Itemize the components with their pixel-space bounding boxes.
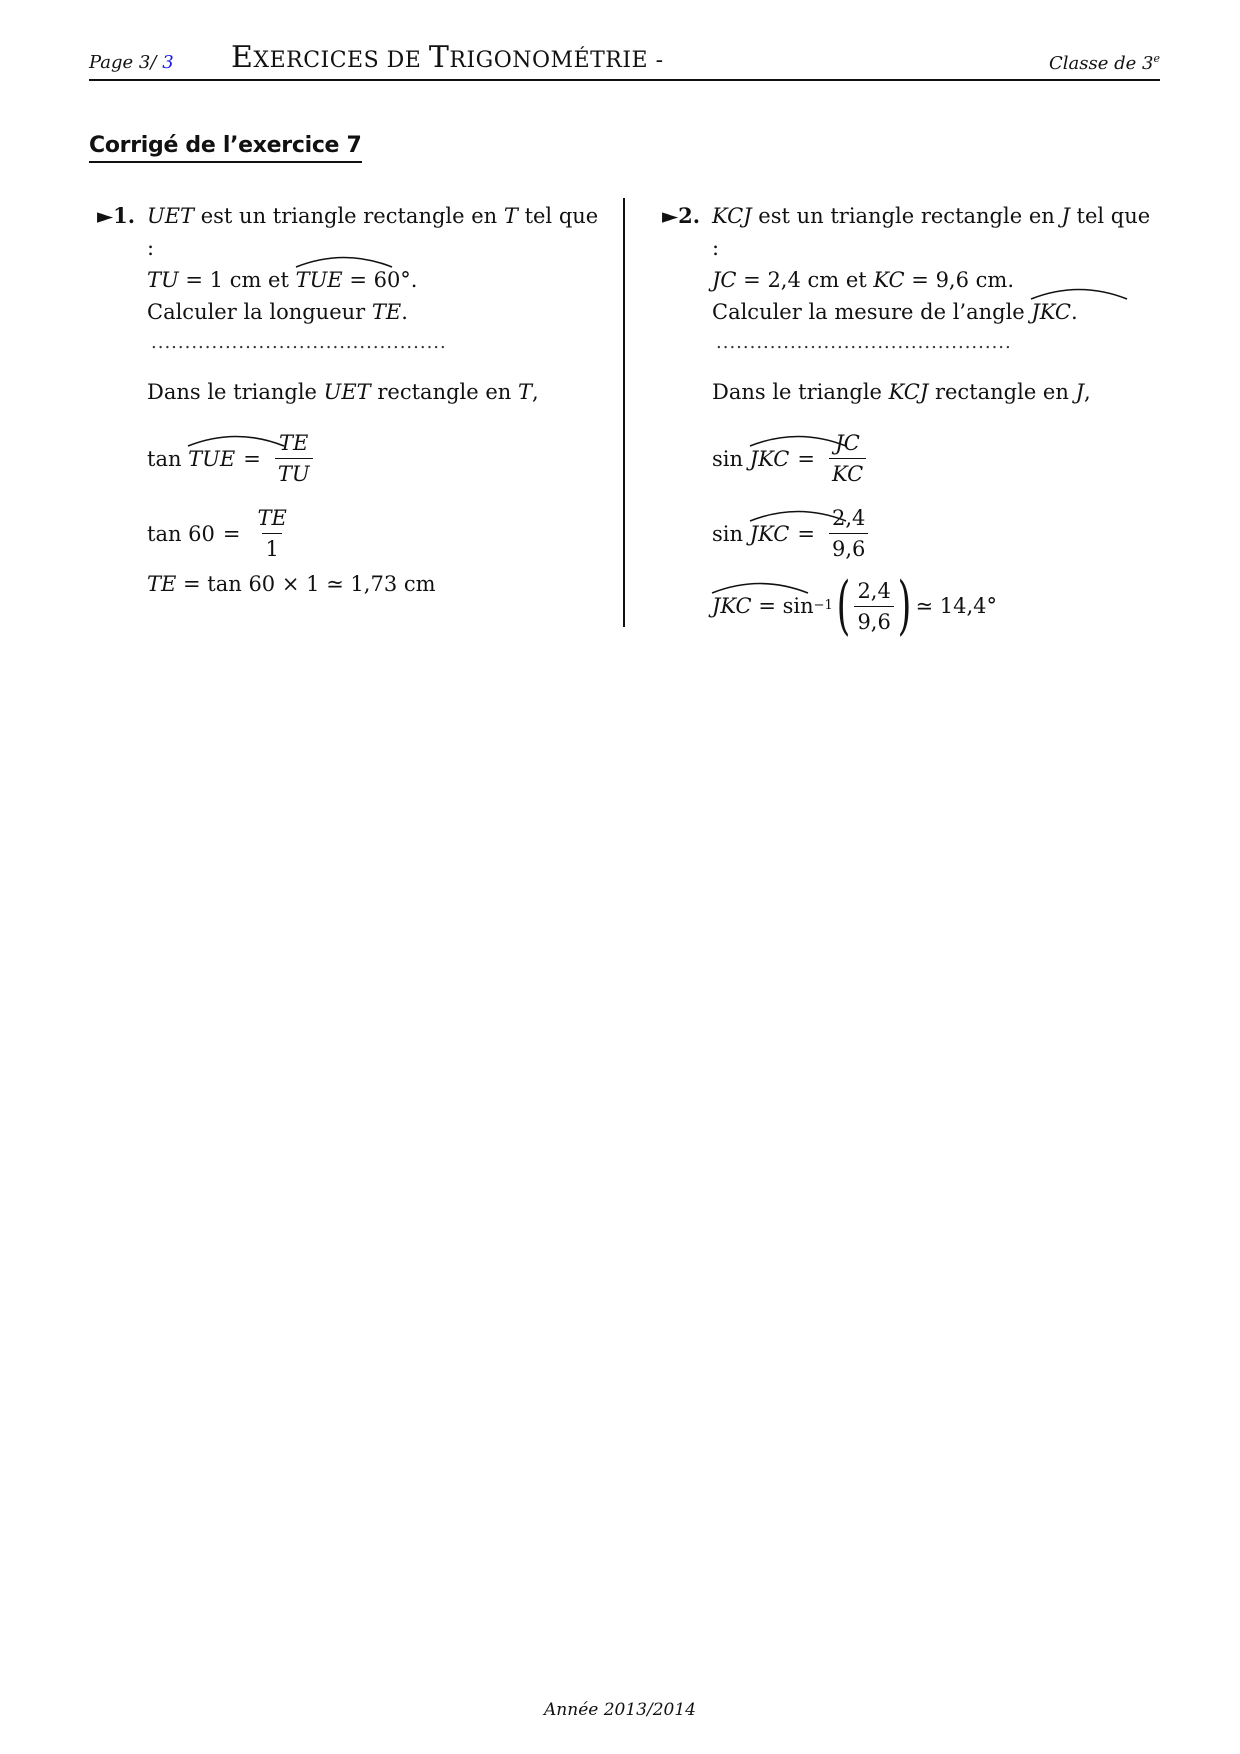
hat-icon — [748, 433, 848, 447]
equation-1 — [97, 428, 602, 489]
triangle-name: UET — [147, 204, 195, 228]
equation-lhs: tan 60 — [147, 521, 215, 546]
question-text: . — [401, 300, 408, 324]
dotted-separator: ............................................ — [716, 332, 1012, 353]
hat-icon — [1029, 286, 1129, 300]
solution-intro — [97, 376, 602, 408]
triangle-name: KCJ — [712, 204, 752, 228]
denominator: 9,6 — [854, 606, 893, 637]
equals-sign: = — [797, 446, 815, 471]
fraction — [854, 576, 893, 637]
equation-result: = tan 60 × 1 ≃ 1,73 cm — [176, 572, 436, 596]
intro-triangle: UET — [323, 380, 371, 404]
angle-hat — [750, 443, 790, 475]
fraction — [255, 503, 290, 564]
exercise-1-question — [97, 296, 602, 328]
intro-vertex: J — [1075, 380, 1084, 404]
column-divider — [623, 198, 625, 627]
solution-intro — [662, 376, 1162, 408]
hat-icon — [294, 254, 394, 268]
intro-text: rectangle en — [370, 380, 518, 404]
statement-text: est un triangle rectangle en — [751, 204, 1062, 228]
document-title — [231, 40, 664, 75]
angle-hat — [296, 264, 343, 296]
title-cap-1: E — [231, 40, 254, 75]
equation-angle: JKC — [749, 521, 790, 546]
question-text: . — [1071, 300, 1078, 324]
equation-result: ≃ 14,4° — [915, 594, 998, 618]
statement-text: tel que : — [712, 204, 1151, 260]
question-text: Calculer la longueur — [147, 300, 372, 324]
angle-hat — [750, 518, 790, 550]
given-text: = 1 cm et — [178, 268, 296, 292]
hat-icon — [186, 433, 286, 447]
right-angle-vertex: J — [1061, 204, 1070, 228]
class-text: Classe de 3 — [1049, 53, 1154, 74]
denominator: 1 — [262, 533, 281, 564]
question-text: Calculer la mesure de l’angle — [712, 300, 1032, 324]
function-name: sin — [712, 446, 744, 471]
equation-mid: = sin — [758, 594, 814, 618]
intro-text: , — [1083, 380, 1091, 404]
angle-hat — [1031, 296, 1071, 328]
intro-triangle: KCJ — [888, 380, 929, 404]
class-sup: e — [1153, 52, 1160, 65]
right-paren: ) — [897, 569, 912, 643]
function-name: tan — [147, 446, 182, 471]
page-label: Page 3/ — [89, 52, 157, 73]
dotted-separator: ............................................ — [151, 332, 447, 353]
section-title: Corrigé de l’exercice 7 — [89, 133, 362, 163]
equals-sign: = — [797, 521, 815, 546]
page-header — [89, 38, 1160, 81]
left-paren: ( — [837, 569, 851, 643]
inverse-exponent: −1 — [813, 598, 833, 613]
given-text: = 9,6 cm. — [904, 268, 1014, 292]
question-side: TE — [371, 300, 402, 324]
exercise-2-bullet: ►2. — [662, 203, 701, 228]
exercise-1-given — [97, 264, 602, 296]
equation-angle: JKC — [749, 446, 790, 471]
title-rest-1: XERCICES DE — [253, 48, 429, 73]
right-angle-vertex: T — [503, 204, 518, 228]
statement-text: tel que : — [147, 204, 599, 260]
exercise-2-question — [662, 296, 1162, 328]
equals-sign: = — [222, 521, 241, 546]
equation-3 — [97, 568, 602, 600]
intro-vertex: T — [517, 380, 532, 404]
equals-sign: = — [243, 446, 261, 471]
equation-2 — [662, 503, 1162, 564]
numerator: TE — [257, 506, 287, 530]
page-current-link[interactable]: 3 — [162, 52, 174, 73]
footer-year: Année 2013/2014 — [544, 1700, 696, 1720]
equation-3 — [662, 569, 1162, 643]
title-rest-2: RIGONOMÉTRIE - — [449, 48, 664, 73]
equation-1 — [662, 428, 1162, 489]
given-side: JC — [712, 268, 737, 292]
exercise-2 — [662, 200, 1162, 643]
hat-icon — [710, 580, 810, 594]
title-cap-2: T — [428, 40, 450, 75]
angle-hat — [712, 590, 752, 622]
intro-text: rectangle en — [928, 380, 1076, 404]
hat-icon — [748, 508, 848, 522]
equation-angle: TUE — [188, 446, 236, 471]
given-angle: TUE — [295, 268, 343, 292]
denominator: KC — [829, 458, 866, 489]
numerator: TE — [279, 431, 309, 455]
angle-hat — [188, 443, 235, 475]
given-text: = 60°. — [342, 268, 418, 292]
statement-text: est un triangle rectangle en — [194, 204, 504, 228]
intro-text: Dans le triangle — [712, 380, 889, 404]
class-level — [1049, 52, 1160, 74]
numerator: 2,4 — [831, 506, 866, 530]
given-side: KC — [873, 268, 905, 292]
exercise-1-bullet: ►1. — [97, 203, 136, 228]
page-number — [89, 52, 174, 73]
denominator: TU — [275, 458, 313, 489]
equation-angle: JKC — [712, 594, 752, 618]
question-angle: JKC — [1031, 300, 1072, 324]
equation-2 — [97, 503, 602, 564]
equation-lhs: TE — [147, 572, 177, 596]
intro-text: , — [532, 380, 539, 404]
numerator: JC — [835, 431, 860, 455]
function-name: sin — [712, 521, 744, 546]
exercise-1 — [97, 200, 602, 600]
numerator: 2,4 — [857, 578, 891, 603]
given-side: TU — [147, 268, 179, 292]
given-text: = 2,4 cm et — [736, 268, 874, 292]
exercise-2-statement — [662, 200, 1162, 264]
denominator: 9,6 — [829, 533, 868, 564]
intro-text: Dans le triangle — [147, 380, 324, 404]
